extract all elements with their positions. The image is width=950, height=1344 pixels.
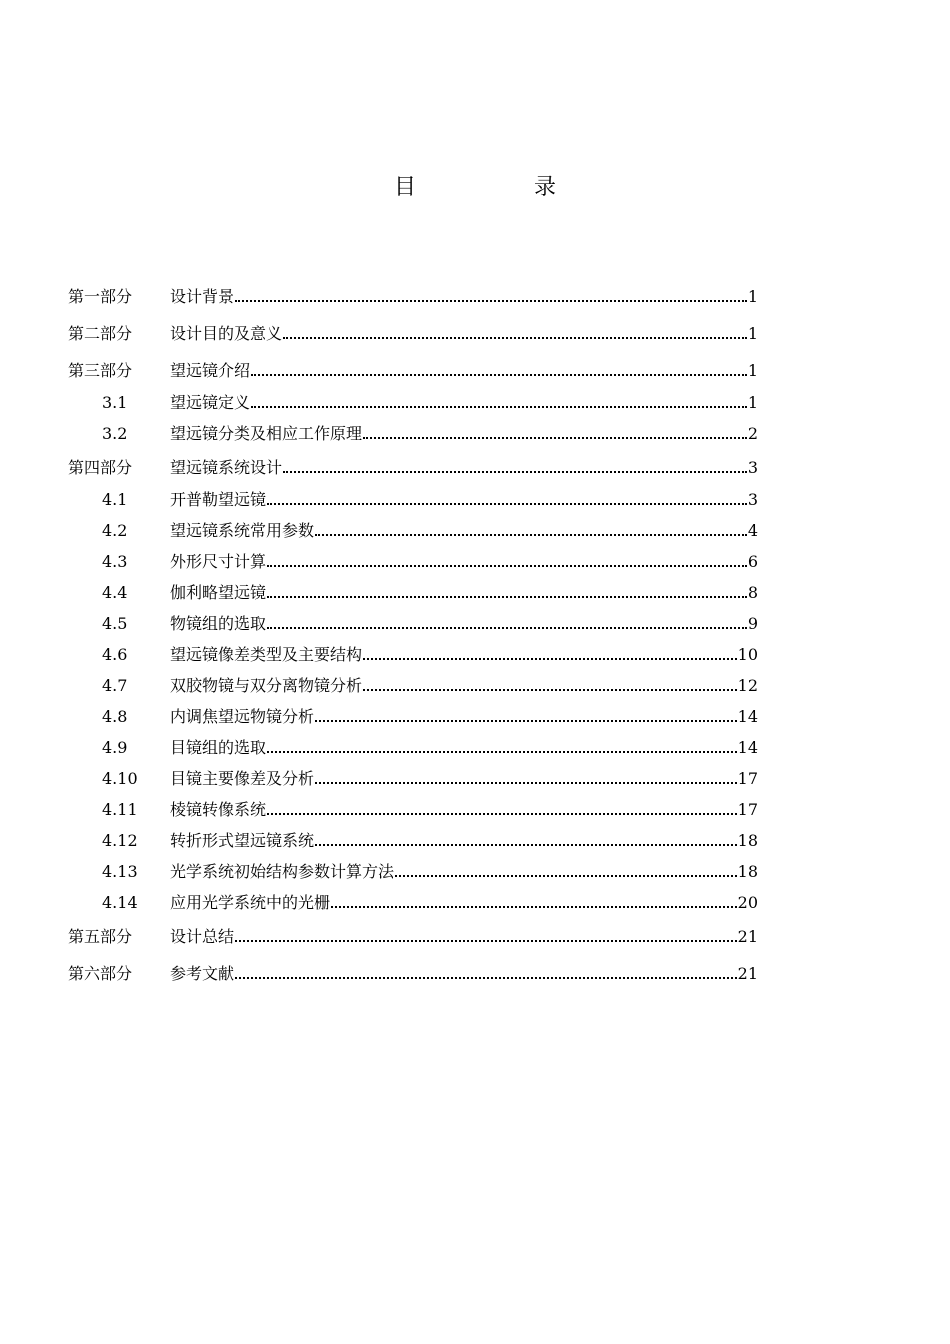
dot-leader (331, 905, 737, 908)
dot-leader (251, 373, 747, 376)
toc-entry-number: 4.1 (102, 490, 128, 509)
toc-entry-page-number: 2 (747, 424, 758, 443)
dot-leader (267, 564, 747, 567)
toc-entry-number: 3.1 (102, 393, 128, 412)
toc-entry-label: 转折形式望远镜系统 (170, 831, 315, 850)
toc-entry (68, 387, 758, 418)
toc-entry-page-number: 21 (737, 927, 758, 946)
toc-entry-page-number: 14 (737, 738, 758, 757)
toc-entry-page-number: 1 (747, 393, 758, 412)
toc-entry-number: 4.3 (102, 552, 128, 571)
toc-entry (68, 670, 758, 701)
toc-entry-label: 目镜组的选取 (170, 738, 267, 757)
toc-entry (68, 515, 758, 546)
toc-entry (68, 856, 758, 887)
dot-leader (235, 976, 737, 979)
toc-entry-number: 4.7 (102, 676, 128, 695)
toc-entry (68, 546, 758, 577)
toc-entry (68, 955, 758, 992)
toc-entry-page-number: 9 (747, 614, 758, 633)
toc-entry-label: 设计总结 (170, 927, 235, 946)
toc-entry-label: 伽利略望远镜 (170, 583, 267, 602)
toc-entry-label: 设计目的及意义 (170, 324, 283, 343)
page-title: 目 录 (393, 175, 604, 200)
toc-entry-page-number: 12 (737, 676, 758, 695)
toc-entry (68, 763, 758, 794)
table-of-contents (68, 278, 758, 992)
dot-leader (235, 939, 737, 942)
toc-entry-number: 4.14 (102, 893, 138, 912)
toc-entry-label: 应用光学系统中的光栅 (170, 893, 331, 912)
dot-leader (267, 750, 737, 753)
toc-entry-page-number: 3 (747, 490, 758, 509)
dot-leader (267, 626, 747, 629)
toc-entry (68, 918, 758, 955)
toc-entry-label: 棱镜转像系统 (170, 800, 267, 819)
toc-entry-label: 望远镜系统常用参数 (170, 521, 315, 540)
toc-entry-number: 4.2 (102, 521, 128, 540)
toc-entry (68, 608, 758, 639)
toc-entry-page-number: 1 (747, 361, 758, 380)
toc-entry (68, 449, 758, 486)
toc-entry (68, 418, 758, 449)
toc-entry-page-number: 3 (747, 458, 758, 477)
toc-entry-number: 4.9 (102, 738, 128, 757)
toc-entry-label: 双胶物镜与双分离物镜分析 (170, 676, 363, 695)
dot-leader (363, 688, 737, 691)
toc-entry-label: 望远镜分类及相应工作原理 (170, 424, 363, 443)
toc-entry-label: 望远镜系统设计 (170, 458, 283, 477)
toc-entry-page-number: 10 (737, 645, 758, 664)
toc-entry-page-number: 4 (747, 521, 758, 540)
toc-entry (68, 732, 758, 763)
toc-entry-number: 第三部分 (68, 361, 133, 380)
toc-entry-page-number: 20 (737, 893, 758, 912)
toc-entry-number: 4.8 (102, 707, 128, 726)
toc-entry-number: 3.2 (102, 424, 128, 443)
toc-entry-page-number: 18 (737, 862, 758, 881)
dot-leader (235, 299, 747, 302)
toc-entry (68, 577, 758, 608)
toc-entry-label: 设计背景 (170, 287, 235, 306)
toc-entry-number: 4.13 (102, 862, 138, 881)
toc-entry-label: 望远镜定义 (170, 393, 251, 412)
toc-entry-label: 物镜组的选取 (170, 614, 267, 633)
toc-entry-label: 开普勒望远镜 (170, 490, 267, 509)
toc-entry (68, 639, 758, 670)
dot-leader (251, 405, 747, 408)
dot-leader (267, 812, 737, 815)
dot-leader (267, 502, 747, 505)
toc-entry-label: 望远镜像差类型及主要结构 (170, 645, 363, 664)
toc-entry (68, 278, 758, 315)
dot-leader (315, 781, 737, 784)
toc-entry (68, 794, 758, 825)
dot-leader (283, 470, 747, 473)
dot-leader (315, 533, 747, 536)
toc-entry-number: 第六部分 (68, 964, 133, 983)
toc-entry (68, 701, 758, 732)
toc-entry-number: 4.11 (102, 800, 138, 819)
dot-leader (363, 657, 737, 660)
toc-entry-number: 4.6 (102, 645, 128, 664)
toc-entry-number: 第二部分 (68, 324, 133, 343)
toc-entry-label: 参考文献 (170, 964, 235, 983)
dot-leader (315, 843, 737, 846)
toc-entry-label: 望远镜介绍 (170, 361, 251, 380)
toc-entry (68, 825, 758, 856)
toc-entry-label: 目镜主要像差及分析 (170, 769, 315, 788)
toc-entry-number: 第五部分 (68, 927, 133, 946)
toc-entry-page-number: 21 (737, 964, 758, 983)
dot-leader (363, 436, 747, 439)
toc-entry-number: 第一部分 (68, 287, 133, 306)
toc-entry (68, 315, 758, 352)
dot-leader (395, 874, 737, 877)
dot-leader (267, 595, 747, 598)
toc-entry-label: 光学系统初始结构参数计算方法 (170, 862, 395, 881)
toc-entry-number: 4.12 (102, 831, 138, 850)
toc-entry-number: 第四部分 (68, 458, 133, 477)
toc-entry-page-number: 17 (737, 800, 758, 819)
dot-leader (283, 336, 747, 339)
dot-leader (315, 719, 737, 722)
toc-entry (68, 352, 758, 389)
toc-entry-number: 4.4 (102, 583, 128, 602)
toc-entry-page-number: 17 (737, 769, 758, 788)
toc-entry (68, 484, 758, 515)
toc-entry-label: 外形尺寸计算 (170, 552, 267, 571)
toc-entry-page-number: 18 (737, 831, 758, 850)
toc-entry-page-number: 1 (747, 287, 758, 306)
toc-entry-page-number: 6 (747, 552, 758, 571)
toc-entry-page-number: 8 (747, 583, 758, 602)
toc-entry-number: 4.5 (102, 614, 128, 633)
toc-entry-number: 4.10 (102, 769, 138, 788)
toc-entry (68, 887, 758, 918)
toc-entry-page-number: 1 (747, 324, 758, 343)
toc-entry-page-number: 14 (737, 707, 758, 726)
toc-entry-label: 内调焦望远物镜分析 (170, 707, 315, 726)
